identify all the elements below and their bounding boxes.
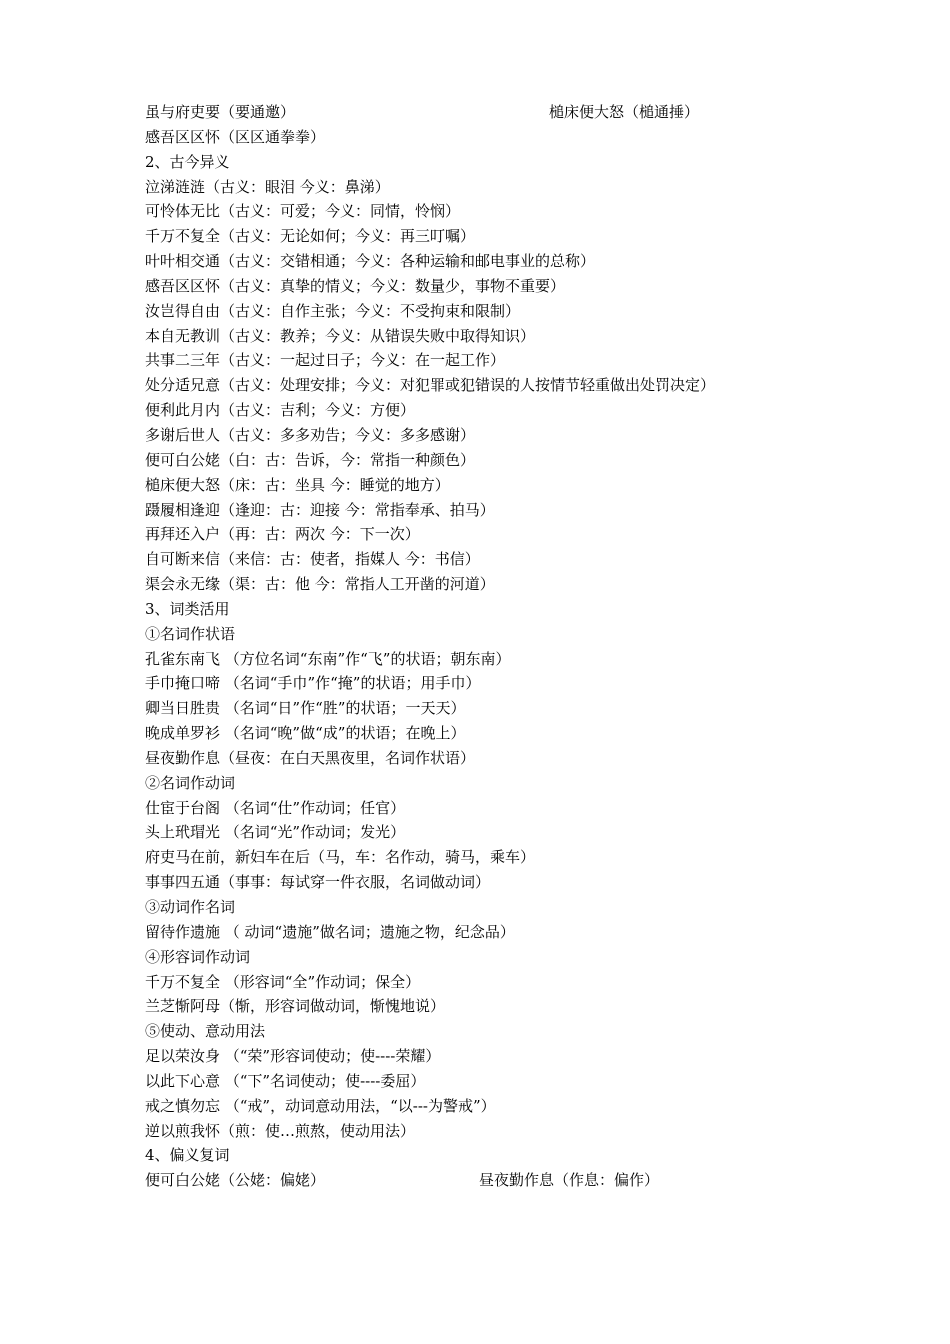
document-page xyxy=(145,100,865,1193)
list-item: 再拜还入户（再：古：两次 今：下一次） xyxy=(145,525,420,544)
list-item: 足以荣汝身 （“荣”形容词使动；使----荣耀） xyxy=(145,1047,441,1066)
tongjia-row-2: 感吾区区怀（区区通拳拳） xyxy=(145,127,326,146)
gujinyiyi-list xyxy=(145,175,865,597)
list-item: 蹑履相逢迎（逢迎：古：迎接 今：常指奉承、拍马） xyxy=(145,500,495,519)
section-heading-pianyifuci: 4、偏义复词 xyxy=(145,1146,230,1165)
subsection-heading: ①名词作状语 xyxy=(145,624,236,643)
tongjia-row-1 xyxy=(145,100,865,125)
list-item: 戒之慎勿忘 （“戒”，动词意动用法，“以---为警戒”） xyxy=(145,1096,496,1115)
list-item: 便可白公姥（白：古：告诉，今：常指一种颜色） xyxy=(145,450,476,469)
list-item: 感吾区区怀（古义：真挚的情义；今义：数量少，事物不重要） xyxy=(145,276,566,295)
tongjia-entry: 虽与府吏要（要通邀） xyxy=(145,103,296,121)
pianyifuci-row xyxy=(145,1168,865,1193)
list-item: 昼夜勤作息（昼夜：在白天黑夜里，名词作状语） xyxy=(145,748,476,767)
list-item: 渠会永无缘（渠：古：他 今：常指人工开凿的河道） xyxy=(145,575,495,594)
list-item: 槌床便大怒（床：古：坐具 今：睡觉的地方） xyxy=(145,475,450,494)
section-heading-cileihuoyong: 3、词类活用 xyxy=(145,599,230,618)
list-item: 府吏马在前，新妇车在后（马，车：名作动，骑马，乘车） xyxy=(145,848,536,867)
list-item: 叶叶相交通（古义：交错相通；今义：各种运输和邮电事业的总称） xyxy=(145,252,596,271)
list-item: 仕宦于台阁 （名词“仕”作动词；任官） xyxy=(145,798,406,817)
list-item: 汝岂得自由（古义：自作主张；今义：不受拘束和限制） xyxy=(145,301,521,320)
subsection-heading: ③动词作名词 xyxy=(145,898,236,916)
list-item: 事事四五通（事事：每试穿一件衣服，名词做动词） xyxy=(145,873,491,892)
list-item: 可怜体无比（古义：可爱；今义：同情，怜悯） xyxy=(145,202,461,221)
tongjia-entry: 槌床便大怒（槌通捶） xyxy=(549,103,700,121)
list-item: 留待作遗施 （ 动词“遗施”做名词；遗施之物，纪念品） xyxy=(145,922,515,941)
list-item: 共事二三年（古义：一起过日子；今义：在一起工作） xyxy=(145,351,506,370)
list-item: 处分适兄意（古义：处理安排；今义：对犯罪或犯错误的人按情节轻重做出处罚决定） xyxy=(145,376,716,395)
list-item: 泣涕涟涟（古义：眼泪 今义：鼻涕） xyxy=(145,177,390,196)
list-item: 本自无教训（古义：教养；今义：从错误失败中取得知识） xyxy=(145,326,536,345)
subsection-heading: ②名词作动词 xyxy=(145,773,236,792)
list-item: 千万不复全（古义：无论如何；今义：再三叮嘱） xyxy=(145,227,476,246)
list-item: 卿当日胜贵 （名词“日”作“胜”的状语；一天天） xyxy=(145,699,466,718)
list-item: 晚成单罗衫 （名词“晚”做“成”的状语；在晚上） xyxy=(145,724,466,743)
pianyifuci-entry: 便可白公姥（公姥：偏姥） xyxy=(145,1171,326,1190)
list-item: 自可断来信（来信：古：使者，指媒人 今：书信） xyxy=(145,550,480,569)
list-item: 多谢后世人（古义：多多劝告；今义：多多感谢） xyxy=(145,425,476,444)
subsection-heading: ⑤使动、意动用法 xyxy=(145,1022,266,1041)
list-item: 以此下心意 （“下”名词使动；使----委屈） xyxy=(145,1071,426,1090)
pianyifuci-entry: 昼夜勤作息（作息：偏作） xyxy=(479,1171,660,1190)
list-item: 逆以煎我怀（煎：使…煎熬，使动用法） xyxy=(145,1121,416,1140)
subsection-heading: ④形容词作动词 xyxy=(145,947,251,966)
list-item: 头上玳瑁光 （名词“光”作动词；发光） xyxy=(145,823,406,842)
list-item: 孔雀东南飞 （方位名词“东南”作“飞”的状语；朝东南） xyxy=(145,649,511,668)
list-item: 便利此月内（古义：吉利；今义：方便） xyxy=(145,401,416,420)
list-item: 手巾掩口啼 （名词“手巾”作“掩”的状语；用手巾） xyxy=(145,674,481,693)
section-heading-gujinyiyi: 2、古今异义 xyxy=(145,152,230,171)
list-item: 兰芝惭阿母（惭，形容词做动词，惭愧地说） xyxy=(145,997,446,1016)
list-item: 千万不复全 （形容词“全”作动词；保全） xyxy=(145,972,421,991)
